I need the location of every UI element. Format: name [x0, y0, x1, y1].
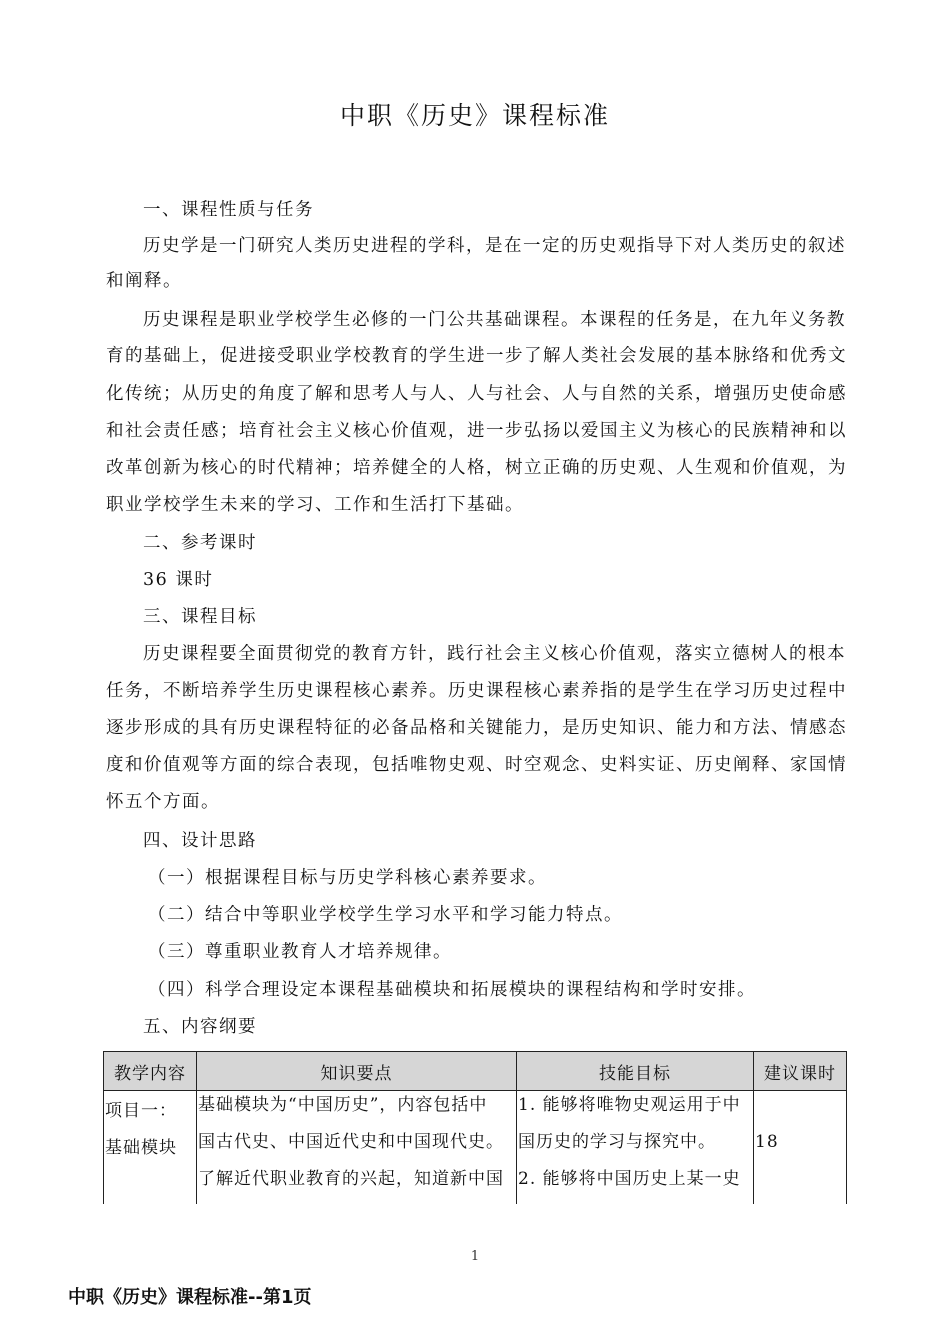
- design-item-2: （二）结合中等职业学校学生学习水平和学习能力特点。: [148, 905, 623, 925]
- section-heading-5: 五、内容纲要: [143, 1017, 257, 1037]
- table-cell-hours: [754, 1091, 847, 1205]
- table-header-cell: 技能目标: [517, 1052, 754, 1091]
- paragraph-line: 职业学校学生未来的学习、工作和生活打下基础。: [106, 495, 524, 515]
- table-cell-content: [104, 1091, 197, 1205]
- cell-line: 2. 能够将中国历史上某一史: [518, 1169, 741, 1189]
- table-header-cell: 教学内容: [104, 1052, 197, 1091]
- cell-line: 了解近代职业教育的兴起，知道新中国: [198, 1169, 504, 1189]
- paragraph-line: 和阐释。: [106, 271, 182, 291]
- cell-line: 项目一：: [105, 1101, 177, 1121]
- cell-line: 基础模块: [105, 1138, 177, 1158]
- paragraph-line: 怀五个方面。: [106, 792, 220, 812]
- paragraph-line: 育的基础上，促进接受职业学校教育的学生进一步了解人类社会发展的基本脉络和优秀文: [106, 346, 847, 366]
- paragraph-line: 改革创新为核心的时代精神；培养健全的人格，树立正确的历史观、人生观和价值观，为: [106, 458, 847, 478]
- cell-line: 基础模块为“中国历史”，内容包括中: [198, 1095, 488, 1115]
- table-header-cell: 建议课时: [754, 1052, 847, 1091]
- cell-line: 1. 能够将唯物史观运用于中: [518, 1095, 741, 1115]
- paragraph-line: 任务，不断培养学生历史课程核心素养。历史课程核心素养指的是学生在学习历史过程中: [106, 681, 847, 701]
- document-title: 中职《历史》课程标准: [339, 101, 610, 130]
- table-cell-skills: [517, 1091, 754, 1205]
- section-heading-1: 一、课程性质与任务: [143, 200, 314, 220]
- section-heading-3: 三、课程目标: [143, 607, 257, 627]
- paragraph-line: 逐步形成的具有历史课程特征的必备品格和关键能力，是历史知识、能力和方法、情感态: [106, 718, 847, 738]
- cell-line: 国历史的学习与探究中。: [518, 1132, 716, 1152]
- table-row: [104, 1091, 847, 1205]
- table-cell-knowledge: [197, 1091, 517, 1205]
- section-heading-2: 二、参考课时: [143, 533, 257, 553]
- content-outline-table: [103, 1051, 847, 1204]
- design-item-1: （一）根据课程目标与历史学科核心素养要求。: [148, 868, 547, 888]
- paragraph-line: 和社会责任感；培育社会主义核心价值观，进一步弘扬以爱国主义为核心的民族精神和以: [106, 421, 847, 441]
- table-header-row: [104, 1052, 847, 1091]
- page-number: 1: [470, 1249, 480, 1264]
- paragraph-line: 化传统；从历史的角度了解和思考人与人、人与社会、人与自然的关系，增强历史使命感: [106, 384, 847, 404]
- paragraph-line: 历史学是一门研究人类历史进程的学科，是在一定的历史观指导下对人类历史的叙述: [143, 236, 846, 256]
- section-heading-4: 四、设计思路: [143, 831, 257, 851]
- paragraph-line: 历史课程要全面贯彻党的教育方针，践行社会主义核心价值观，落实立德树人的根本: [143, 644, 846, 664]
- table-header-cell: 知识要点: [197, 1052, 517, 1091]
- paragraph-line: 度和价值观等方面的综合表现，包括唯物史观、时空观念、史料实证、历史阐释、家国情: [106, 755, 847, 775]
- cell-line: 国古代史、中国近代史和中国现代史。: [198, 1132, 504, 1152]
- design-item-3: （三）尊重职业教育人才培养规律。: [148, 942, 452, 962]
- footer-text: 中职《历史》课程标准--第1页: [68, 1287, 312, 1308]
- paragraph-line: 历史课程是职业学校学生必修的一门公共基础课程。本课程的任务是，在九年义务教: [143, 310, 846, 330]
- design-item-4: （四）科学合理设定本课程基础模块和拓展模块的课程结构和学时安排。: [148, 980, 756, 1000]
- cell-line: 18: [755, 1132, 779, 1152]
- course-hours-text: 36 课时: [143, 570, 214, 590]
